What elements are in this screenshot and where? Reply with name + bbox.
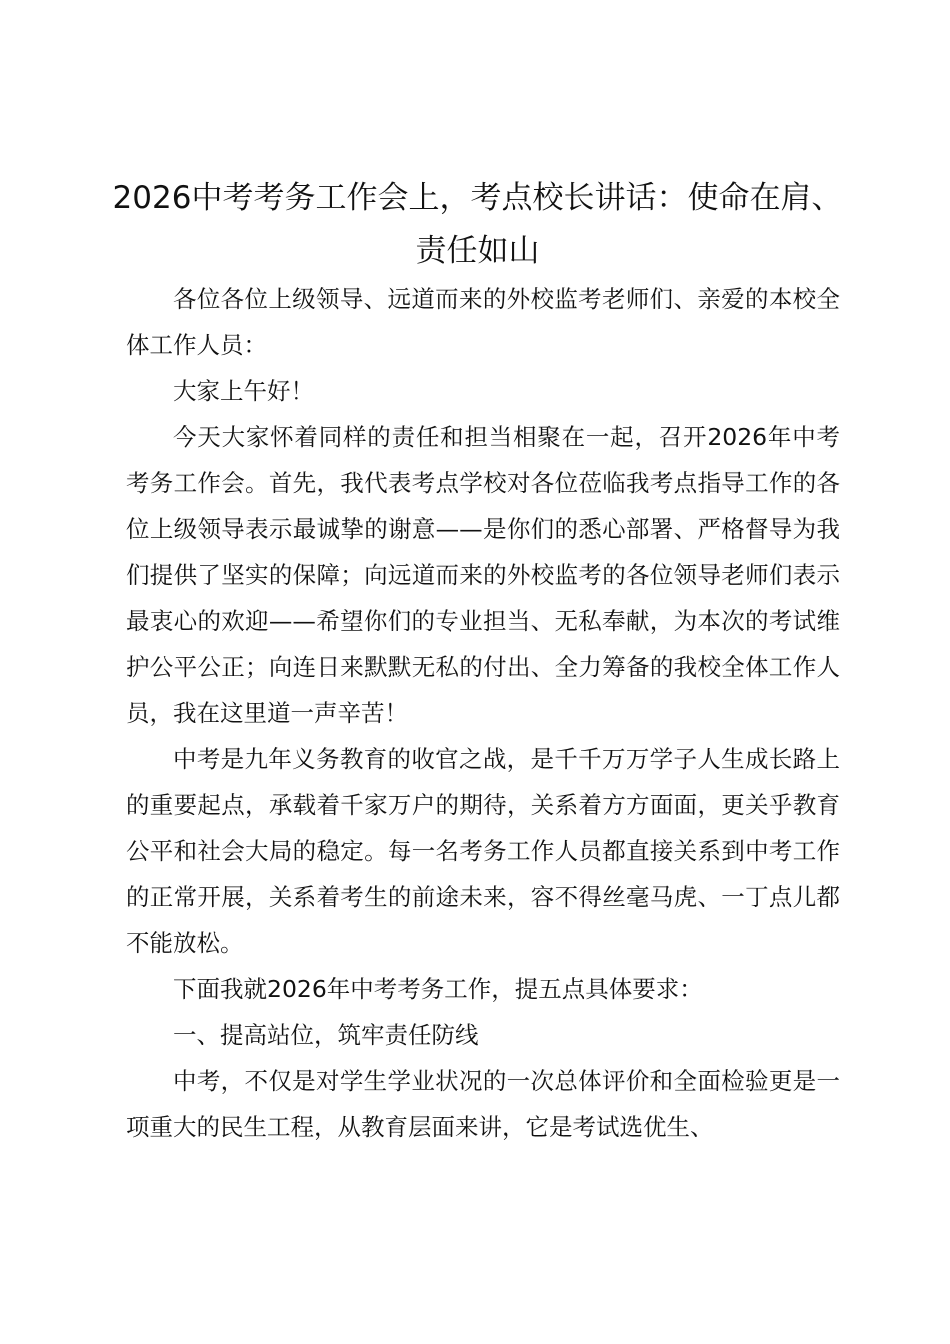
paragraph-requirements-intro: 下面我就2026年中考考务工作，提五点具体要求： — [173, 975, 703, 1003]
section-heading-1: 一、提高站位，筑牢责任防线 — [173, 1021, 479, 1049]
paragraph-greeting: 大家上午好！ — [173, 377, 314, 405]
paragraph-significance: 中考是九年义务教育的收官之战，是千千万万学子人生成长路上的重要起点，承载着千家万户的期待，关系着方方面面，更关乎教育公平和社会大局的稳定。每一名考务工作人员都直接关系到中考工作的正常开展，关系着考生的前途未来，容不得丝毫马虎、一丁点儿都不能放松。 — [126, 745, 840, 957]
document-title: 2026中考考务工作会上，考点校长讲话：使命在肩、责任如山 — [112, 180, 843, 269]
document-body — [126, 276, 840, 1150]
paragraph-salutation: 各位各位上级领导、远道而来的外校监考老师们、亲爱的本校全体工作人员： — [126, 285, 840, 359]
paragraph-opening: 今天大家怀着同样的责任和担当相聚在一起，召开2026年中考考务工作会。首先，我代表考点学校对各位莅临我考点指导工作的各位上级领导表示最诚挚的谢意——是你们的悉心部署、严格督导为我们提供了坚实的保障；向远道而来的外校监考的各位领导老师们表示最衷心的欢迎——希望你们的专业担当、无私奉献，为本次的考试维护公平公正；向连日来默默无私的付出、全力筹备的我校全体工作人员，我在这里道一声辛苦！ — [126, 423, 840, 727]
paragraph-section-1: 中考，不仅是对学生学业状况的一次总体评价和全面检验更是一项重大的民生工程，从教育层面来讲，它是考试选优生、 — [126, 1067, 840, 1141]
